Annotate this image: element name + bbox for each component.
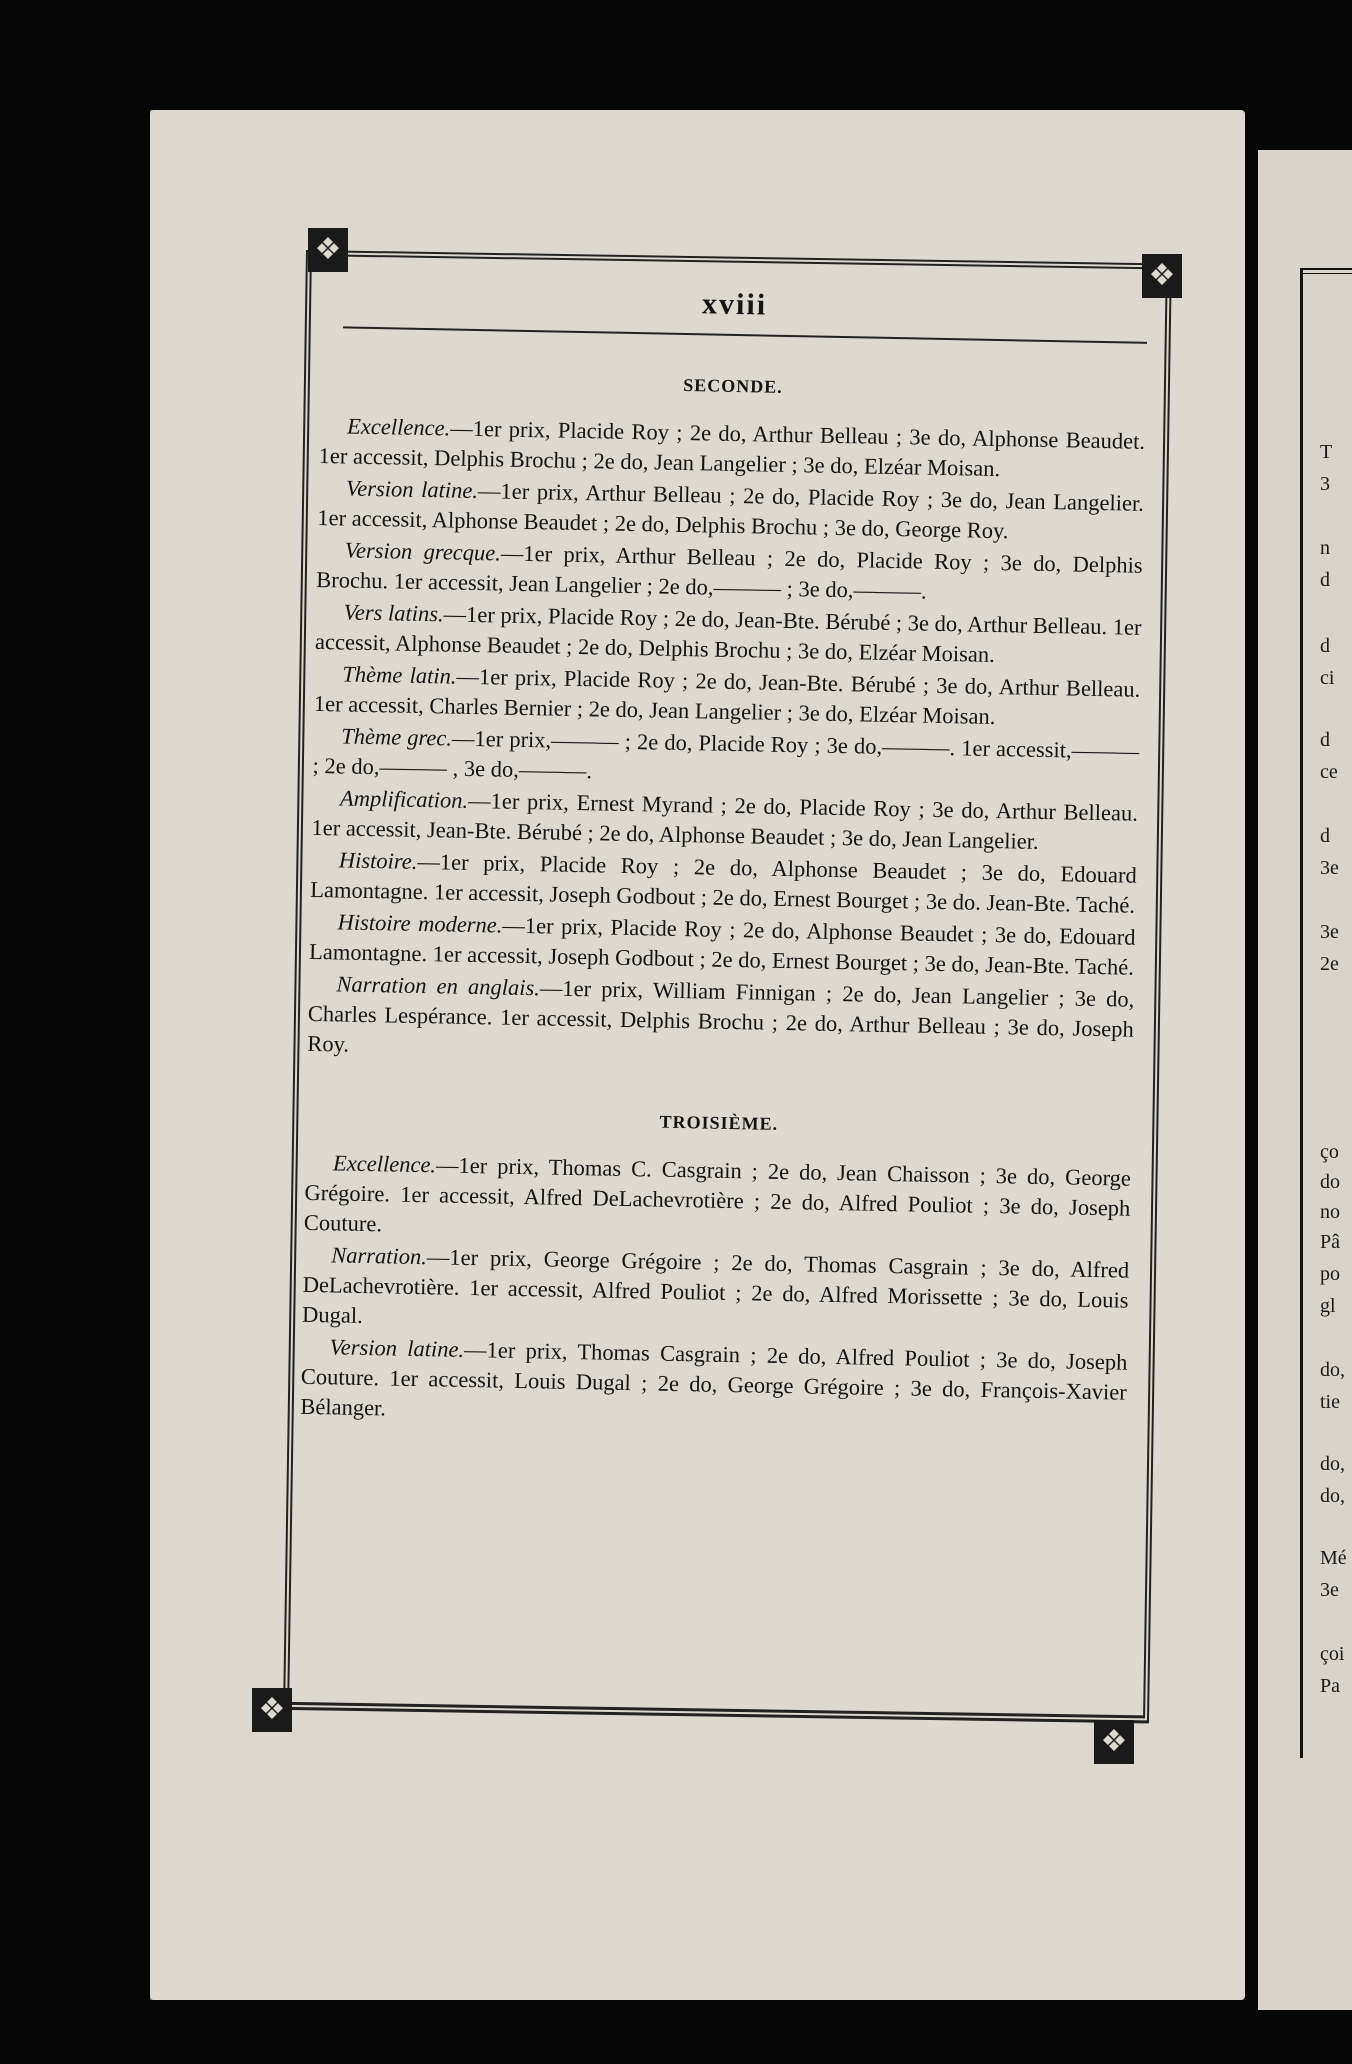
facing-fragment: do, [1320, 1359, 1345, 1381]
facing-fragment: 3e [1320, 921, 1339, 943]
page-content [300, 280, 1148, 1440]
section-seconde [307, 368, 1146, 1075]
header-rule [343, 326, 1147, 343]
prize-text: —1er prix, George Grégoire ; 2e do, Thomas Casgrain ; 3e do, Alfred DeLachevrotière. 1er accessit, Alfred Pouliot ; 2e do, Alfred Morissette ; 3e do, Louis Dugal. [301, 1244, 1130, 1328]
prize-entry [300, 1332, 1128, 1438]
facing-page [1258, 150, 1352, 2010]
facing-fragment: ce [1320, 761, 1338, 783]
subject-label: Thème grec. [341, 723, 453, 751]
subject-label: Version latine. [345, 475, 479, 504]
facing-fragment: do, [1320, 1453, 1345, 1475]
section-title: TROISIÈME. [659, 1111, 779, 1134]
section-troisieme [300, 1105, 1132, 1438]
facing-fragment: Pâ [1320, 1231, 1340, 1253]
facing-fragment: ço [1320, 1141, 1339, 1163]
section-title: SECONDE. [683, 374, 783, 397]
facing-fragment: ci [1320, 667, 1335, 689]
facing-fragment: d [1320, 825, 1330, 847]
subject-label: Narration en anglais. [336, 971, 541, 1001]
facing-fragment: 3e [1320, 857, 1339, 879]
subject-label: Version latine. [329, 1334, 465, 1362]
subject-label: Amplification. [339, 785, 469, 813]
facing-fragment: Pa [1320, 1675, 1340, 1697]
corner-ornament-bottom-left: ❖ [252, 1688, 292, 1732]
facing-fragment: 3 [1320, 473, 1330, 495]
prize-text: —1er prix, William Finnigan ; 2e do, Jean Langelier ; 3e do, Charles Lespérance. 1er accessit, Delphis Brochu ; 2e do, Arthur Belleau ; 3e do, Joseph Roy. [307, 975, 1135, 1057]
page-number: xviii [701, 287, 768, 322]
subject-label: Version grecque. [344, 537, 502, 566]
facing-fragment: do [1320, 1171, 1340, 1193]
prize-text: —1er prix, Placide Roy ; 2e do, Jean-Bte. Bérubé ; 3e do, Arthur Belleau. 1er accessit, Alphonse Beaudet ; 2e do, Delphis Brochu ; 3e do, Elzéar Moisan. [314, 601, 1142, 667]
prize-entry [302, 1240, 1130, 1346]
facing-fragment: gl [1320, 1295, 1336, 1317]
prize-text: —1er prix, Thomas C. Casgrain ; 2e do, Jean Chaisson ; 3e do, George Grégoire. 1er accessit, Alfred DeLachevrotière ; 2e do, Alfred Pouliot ; 3e do, Joseph Couture. [303, 1152, 1132, 1237]
facing-fragment: do, [1320, 1485, 1345, 1507]
prize-entry [304, 1148, 1132, 1254]
facing-fragment: d [1320, 569, 1330, 591]
facing-fragment: çoi [1320, 1643, 1345, 1665]
subject-label: Narration. [331, 1242, 428, 1270]
facing-fragment: n [1320, 537, 1330, 559]
subject-label: Histoire moderne. [337, 909, 503, 938]
facing-page-frame-top [1300, 268, 1352, 274]
facing-fragment: d [1320, 635, 1330, 657]
facing-fragment: T [1320, 441, 1333, 463]
corner-ornament-bottom-right: ❖ [1094, 1720, 1134, 1764]
facing-page-frame-left [1300, 268, 1303, 1758]
facing-fragment: d [1320, 729, 1330, 751]
corner-ornament-top-right: ❖ [1142, 254, 1182, 298]
prize-text: —1er prix, Placide Roy ; 2e do, Alphonse Beaudet ; 3e do, Edouard Lamontagne. 1er accessit, Joseph Godbout ; 2e do, Ernest Bourget ; 3e do. Jean-Bte. Taché. [310, 848, 1137, 918]
prize-text: —1er prix, Arthur Belleau ; 2e do, Placide Roy ; 3e do, Jean Langelier. 1er accessit, Alphonse Beaudet ; 2e do, Delphis Brochu ; 3e do, George Roy. [317, 478, 1145, 544]
subject-label: Vers latins. [343, 599, 444, 627]
facing-fragment: no [1320, 1201, 1340, 1223]
facing-fragment: 2e [1320, 953, 1339, 975]
subject-label: Excellence. [346, 413, 451, 441]
prize-text: —1er prix, Thomas Casgrain ; 2e do, Alfred Pouliot ; 3e do, Joseph Couture. 1er accessit, Louis Dugal ; 2e do, George Grégoire ; 3e do, François-Xavier Bélanger. [300, 1336, 1128, 1421]
prize-text: —1er prix, Placide Roy ; 2e do, Arthur Belleau ; 3e do, Alphonse Beaudet. 1er accessit, Delphis Brochu ; 2e do, Jean Langelier ; 3e do, Elzéar Moisan. [318, 415, 1146, 482]
facing-fragment: po [1320, 1263, 1340, 1285]
subject-label: Histoire. [338, 847, 418, 874]
prize-text: —1er prix, Placide Roy ; 2e do, Jean-Bte. Bérubé ; 3e do, Arthur Belleau. 1er accessit, Charles Bernier ; 2e do, Jean Langelier ; 3e do, Elzéar Moisan. [313, 663, 1141, 730]
facing-fragment: tie [1320, 1391, 1340, 1413]
prize-text: —1er prix, Placide Roy ; 2e do, Alphonse Beaudet ; 3e do, Edouard Lamontagne. 1er accessit, Joseph Godbout ; 2e do, Ernest Bourget ; 3e do, Jean-Bte. Taché. [308, 912, 1136, 980]
corner-ornament-top-left: ❖ [308, 228, 348, 272]
prize-entry [307, 969, 1135, 1075]
prize-text: —1er prix,——— ; 2e do, Placide Roy ; 3e do,———. 1er accessit,——— ; 2e do,——— , 3e do,———. [312, 725, 1140, 784]
facing-fragment: Mé [1320, 1547, 1347, 1569]
prize-text: —1er prix, Ernest Myrand ; 2e do, Placide Roy ; 3e do, Arthur Belleau. 1er accessit, Jean-Bte. Bérubé ; 2e do, Alphonse Beaudet ; 3e do, Jean Langelier. [311, 787, 1139, 854]
subject-label: Excellence. [332, 1150, 437, 1178]
prize-text: —1er prix, Arthur Belleau ; 2e do, Placide Roy ; 3e do, Delphis Brochu. 1er accessit, Jean Langelier ; 2e do,——— ; 3e do,———. [316, 540, 1143, 604]
subject-label: Thème latin. [342, 661, 457, 689]
facing-fragment: 3e [1320, 1579, 1339, 1601]
